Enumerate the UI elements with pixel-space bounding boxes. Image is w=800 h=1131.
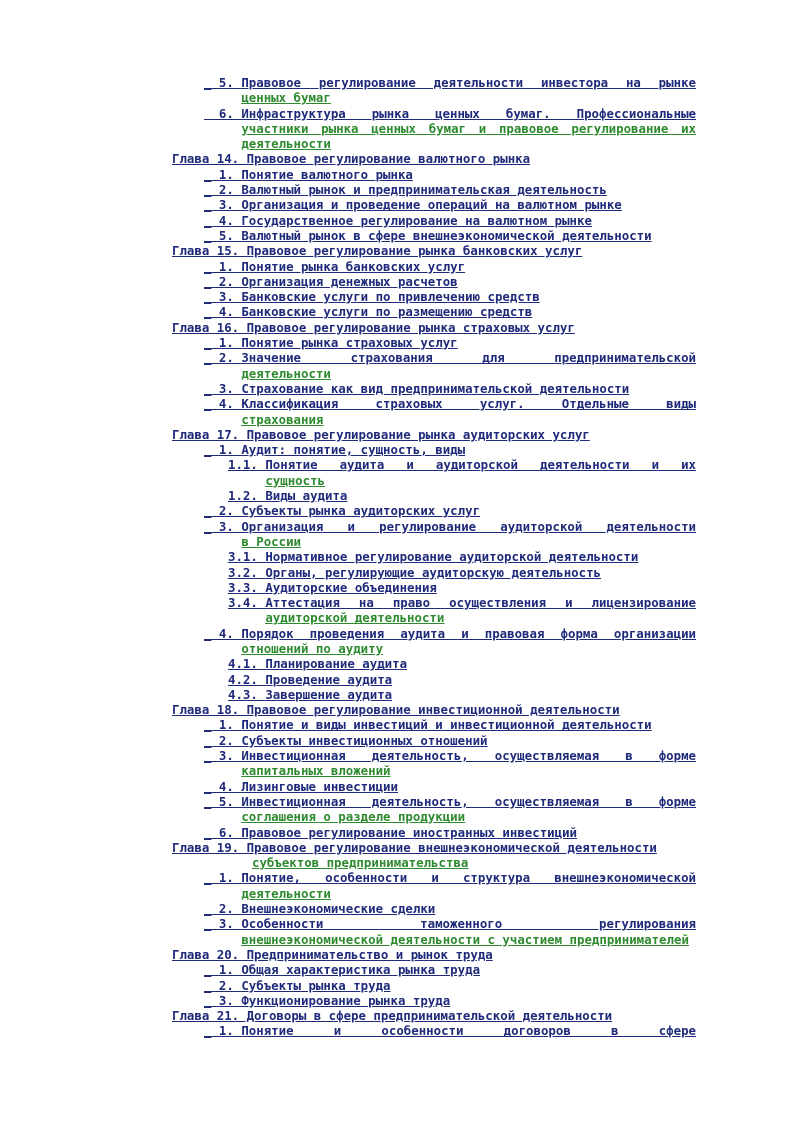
toc-section-link[interactable] bbox=[172, 687, 696, 702]
toc-entry-title: Субъекты инвестиционных отношений bbox=[241, 732, 488, 748]
toc-section-link[interactable] bbox=[172, 549, 696, 564]
toc-entry-title-continuation: страхования bbox=[241, 411, 324, 427]
toc-entry-number: 1.1. bbox=[228, 457, 266, 473]
toc-entry-number: _ 3. bbox=[204, 916, 242, 932]
toc-chapter-link[interactable] bbox=[172, 243, 696, 258]
toc-entry-number: _ 2. bbox=[204, 350, 242, 366]
toc-entry-title: Валютный рынок в сфере внешнеэкономической деятельности bbox=[241, 227, 652, 243]
toc-entry-number: _ 2. bbox=[204, 503, 242, 519]
toc-entry-number: _ 3. bbox=[204, 992, 242, 1008]
toc-entry-number: _ 3. bbox=[204, 380, 242, 396]
toc-entry-title: Глава 20. Предпринимательство и рынок труда bbox=[172, 946, 493, 962]
toc-chapter-link[interactable] bbox=[172, 702, 696, 717]
toc-entry-number: _ 1. bbox=[204, 258, 242, 274]
toc-section-link[interactable] bbox=[172, 672, 696, 687]
toc-section-link[interactable] bbox=[172, 274, 696, 289]
toc-section-link[interactable] bbox=[172, 457, 696, 488]
toc-section-link[interactable] bbox=[172, 304, 696, 319]
toc-entry-title-continuation: внешнеэкономической деятельности с участием предпринимателей bbox=[241, 931, 689, 947]
toc-section-link[interactable] bbox=[172, 1023, 696, 1038]
toc-section-link[interactable] bbox=[172, 503, 696, 518]
toc-entry-title: Инвестиционная деятельность, осуществляемая в форме bbox=[241, 793, 696, 809]
toc-entry-number: _ 4. bbox=[204, 778, 242, 794]
toc-section-link[interactable] bbox=[172, 488, 696, 503]
toc-section-link[interactable] bbox=[172, 335, 696, 350]
toc-entry-title: Глава 14. Правовое регулирование валютного рынка bbox=[172, 151, 531, 167]
toc-chapter-link[interactable] bbox=[172, 151, 696, 166]
toc-entry-title-continuation: деятельности bbox=[241, 885, 331, 901]
toc-entry-number: 4.2. bbox=[228, 671, 266, 687]
toc-entry-title-continuation: субъектов предпринимательства bbox=[252, 855, 469, 871]
toc-entry-title: Понятие и особенности договоров в сфере bbox=[241, 1023, 696, 1039]
toc-entry-number: _ 3. bbox=[204, 518, 242, 534]
toc-entry-title-continuation: деятельности bbox=[241, 365, 331, 381]
toc-entry-number: _ 4. bbox=[204, 625, 242, 641]
toc-entry-title: Аттестация на право осуществления и лицензирование bbox=[265, 595, 696, 611]
toc-section-link[interactable] bbox=[172, 167, 696, 182]
toc-entry-title: Функционирование рынка труда bbox=[241, 992, 451, 1008]
toc-section-link[interactable] bbox=[172, 825, 696, 840]
toc-chapter-link[interactable] bbox=[172, 947, 696, 962]
toc-entry-title: Органы, регулирующие аудиторскую деятельность bbox=[265, 564, 602, 580]
toc-entry-number: 3.2. bbox=[228, 564, 266, 580]
toc-entry-title: Аудиторские объединения bbox=[265, 579, 437, 595]
toc-entry-title: Понятие, особенности и структура внешнеэкономической bbox=[241, 870, 696, 886]
toc-entry-title: Особенности таможенного регулирования bbox=[241, 916, 696, 932]
toc-section-link[interactable] bbox=[172, 259, 696, 274]
toc-entry-title: Порядок проведения аудита и правовая форма организации bbox=[241, 625, 696, 641]
toc-section-link[interactable] bbox=[172, 748, 696, 779]
toc-entry-title: Субъекты рынка труда bbox=[241, 977, 391, 993]
toc-entry-title: Значение страхования для предпринимательской bbox=[241, 350, 696, 366]
toc-entry-title: Понятие рынка страховых услуг bbox=[241, 335, 458, 351]
toc-entry-title: Субъекты рынка аудиторских услуг bbox=[241, 503, 481, 519]
toc-entry-number: 3.3. bbox=[228, 579, 266, 595]
toc-section-link[interactable] bbox=[172, 228, 696, 243]
toc-section-link[interactable] bbox=[172, 595, 696, 626]
toc-chapter-link[interactable] bbox=[172, 320, 696, 335]
toc-section-link[interactable] bbox=[172, 197, 696, 212]
toc-chapter-link[interactable] bbox=[172, 840, 696, 871]
toc-entry-number: 4.3. bbox=[228, 686, 266, 702]
toc-entry-title: Страхование как вид предпринимательской деятельности bbox=[241, 380, 630, 396]
toc-entry-number: 1.2. bbox=[228, 488, 266, 504]
toc-section-link[interactable] bbox=[172, 396, 696, 427]
toc-entry-number: _ 5. bbox=[204, 793, 242, 809]
toc-entry-number: _ 1. bbox=[204, 717, 242, 733]
toc-entry-number: _ 1. bbox=[204, 335, 242, 351]
toc-entry-number: _ 6. bbox=[204, 824, 242, 840]
toc-entry-number: _ 2. bbox=[204, 732, 242, 748]
toc-entry-title: Банковские услуги по привлечению средств bbox=[241, 289, 540, 305]
toc-section-link[interactable] bbox=[172, 213, 696, 228]
toc-section-link[interactable] bbox=[172, 978, 696, 993]
toc-entry-title: Внешнеэкономические сделки bbox=[241, 901, 436, 917]
toc-section-link[interactable] bbox=[172, 717, 696, 732]
toc-section-link[interactable] bbox=[172, 381, 696, 396]
toc-entry-title: Завершение аудита bbox=[265, 686, 393, 702]
toc-entry-title: Виды аудита bbox=[265, 488, 348, 504]
toc-entry-title-continuation: ценных бумаг bbox=[241, 90, 331, 106]
toc-entry-title: Организация и проведение операций на валютном рынке bbox=[241, 197, 622, 213]
toc-chapter-link[interactable] bbox=[172, 427, 696, 442]
toc-entry-title: Понятие аудита и аудиторской деятельности и их bbox=[265, 457, 696, 473]
toc-entry-number: _ 1. bbox=[204, 962, 242, 978]
toc-section-link[interactable] bbox=[172, 182, 696, 197]
toc-entry-title-continuation: аудиторской деятельности bbox=[265, 610, 445, 626]
toc-section-link[interactable] bbox=[172, 350, 696, 381]
toc-entry-title-continuation: отношений по аудиту bbox=[241, 640, 384, 656]
toc-entry-number: _ 4. bbox=[204, 304, 242, 320]
toc-entry-number: _ 2. bbox=[204, 273, 242, 289]
toc-section-link[interactable] bbox=[172, 870, 696, 901]
toc-entry-title: Общая характеристика рынка труда bbox=[241, 962, 481, 978]
toc-entry-number: _ 5. bbox=[204, 75, 242, 90]
toc-entry-number: 4.1. bbox=[228, 656, 266, 672]
toc-entry-number: _ 3. bbox=[204, 748, 242, 764]
toc-entry-title: Инфраструктура рынка ценных бумаг. Профессиональные bbox=[241, 105, 696, 121]
toc-entry-number: _ 4. bbox=[204, 396, 242, 412]
toc-entry-title: Глава 17. Правовое регулирование рынка аудиторских услуг bbox=[172, 426, 590, 442]
toc-entry-title: Глава 19. Правовое регулирование внешнеэкономической деятельности bbox=[172, 839, 657, 855]
toc-entry-number: _ 5. bbox=[204, 227, 242, 243]
toc-entry-title: Аудит: понятие, сущность, виды bbox=[241, 442, 466, 458]
toc-section-link[interactable] bbox=[172, 901, 696, 916]
toc-entry-number: _ 2. bbox=[204, 182, 242, 198]
toc-section-link[interactable] bbox=[172, 75, 696, 106]
toc-entry-title: Классификация страховых услуг. Отдельные виды bbox=[241, 396, 696, 412]
toc-entry-number: _ 3. bbox=[204, 197, 242, 213]
toc-entry-title: Понятие и виды инвестиций и инвестиционной деятельности bbox=[241, 717, 652, 733]
toc-entry-number: _ 1. bbox=[204, 870, 242, 886]
toc-section-link[interactable] bbox=[172, 519, 696, 550]
toc-entry-number: _ 2. bbox=[204, 901, 242, 917]
toc-entry-title: Понятие рынка банковских услуг bbox=[241, 258, 466, 274]
toc-section-link[interactable] bbox=[172, 794, 696, 825]
toc-section-link[interactable] bbox=[172, 580, 696, 595]
toc-entry-title-continuation: сущность bbox=[265, 472, 325, 488]
toc-entry-title-continuation: участники рынка ценных бумаг и правовое регулирование их деятельности bbox=[241, 120, 696, 152]
toc-section-link[interactable] bbox=[172, 656, 696, 671]
toc-entry-number: _ 1. bbox=[204, 166, 242, 182]
toc-entry-title: Организация и регулирование аудиторской деятельности bbox=[241, 518, 696, 534]
toc-entry-number: 6. bbox=[204, 105, 242, 121]
toc-entry-title: Государственное регулирование на валютном рынке bbox=[241, 212, 592, 228]
toc-entry-title: Лизинговые инвестиции bbox=[241, 778, 398, 794]
toc-section-link[interactable] bbox=[172, 916, 696, 947]
toc-entry-title: Глава 21. Договоры в сфере предпринимательской деятельности bbox=[172, 1008, 613, 1024]
toc-section-link[interactable] bbox=[172, 962, 696, 977]
toc-entry-title: Нормативное регулирование аудиторской деятельности bbox=[265, 549, 639, 565]
toc-entry-title: Банковские услуги по размещению средств bbox=[241, 304, 533, 320]
toc-section-link[interactable] bbox=[172, 442, 696, 457]
toc-entry-number: _ 2. bbox=[204, 977, 242, 993]
toc-entry-title: Планирование аудита bbox=[265, 656, 408, 672]
toc-section-link[interactable] bbox=[172, 565, 696, 580]
toc-section-link[interactable] bbox=[172, 106, 696, 152]
toc-section-link[interactable] bbox=[172, 993, 696, 1008]
table-of-contents bbox=[172, 75, 696, 1039]
toc-entry-title: Глава 18. Правовое регулирование инвестиционной деятельности bbox=[172, 702, 620, 718]
toc-entry-number: _ 1. bbox=[204, 1023, 242, 1039]
toc-entry-number: _ 3. bbox=[204, 289, 242, 305]
toc-entry-number: _ 1. bbox=[204, 442, 242, 458]
toc-entry-title: Глава 15. Правовое регулирование рынка банковских услуг bbox=[172, 243, 583, 259]
toc-entry-title: Проведение аудита bbox=[265, 671, 393, 687]
toc-section-link[interactable] bbox=[172, 626, 696, 657]
toc-section-link[interactable] bbox=[172, 733, 696, 748]
toc-section-link[interactable] bbox=[172, 289, 696, 304]
toc-entry-title-continuation: в России bbox=[241, 533, 301, 549]
toc-entry-title: Валютный рынок и предпринимательская деятельность bbox=[241, 182, 607, 198]
toc-entry-title: Инвестиционная деятельность, осуществляемая в форме bbox=[241, 748, 696, 764]
toc-entry-number: 3.1. bbox=[228, 549, 266, 565]
toc-entry-number: 3.4. bbox=[228, 595, 266, 611]
toc-entry-number: _ 4. bbox=[204, 212, 242, 228]
toc-entry-title: Правовое регулирование деятельности инвестора на рынке bbox=[241, 75, 696, 90]
toc-entry-title-continuation: капитальных вложений bbox=[241, 763, 391, 779]
toc-entry-title: Глава 16. Правовое регулирование рынка страховых услуг bbox=[172, 319, 575, 335]
toc-entry-title-continuation: соглашения о разделе продукции bbox=[241, 809, 466, 825]
toc-entry-title: Правовое регулирование иностранных инвестиций bbox=[241, 824, 578, 840]
toc-entry-title: Понятие валютного рынка bbox=[241, 166, 413, 182]
toc-entry-title: Организация денежных расчетов bbox=[241, 273, 458, 289]
toc-chapter-link[interactable] bbox=[172, 1008, 696, 1023]
toc-section-link[interactable] bbox=[172, 779, 696, 794]
